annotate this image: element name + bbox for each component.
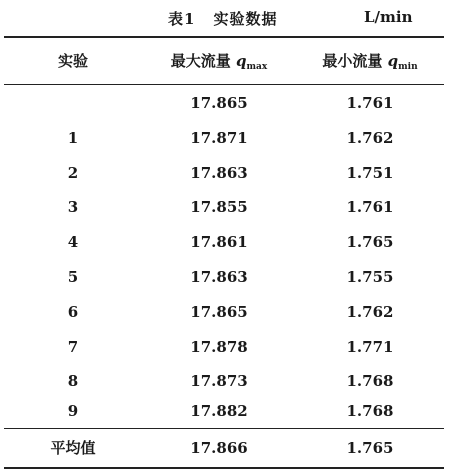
experiment-id: 5: [67, 268, 79, 286]
average-label: 平均值: [50, 439, 96, 457]
table-row: [4, 394, 444, 428]
header-max-subscript: max: [246, 62, 268, 72]
min-flow-value: 1.771: [346, 338, 394, 356]
min-flow-value: 1.765: [346, 233, 394, 251]
table-unit: L/min: [364, 8, 413, 26]
table-row: [4, 225, 444, 259]
header-rule: [4, 84, 444, 85]
table-row: [4, 260, 444, 294]
min-flow-value: 1.768: [346, 402, 394, 420]
average-rule: [4, 428, 444, 429]
average-max-flow: 17.866: [190, 439, 248, 457]
max-flow-value: 17.865: [190, 303, 248, 321]
header-row: [4, 38, 444, 72]
table-title: [168, 8, 277, 29]
min-flow-value: 1.762: [346, 303, 394, 321]
experiment-id: 7: [67, 338, 79, 356]
max-flow-value: 17.863: [190, 268, 248, 286]
min-flow-value: 1.768: [346, 372, 394, 390]
header-max-flow: [154, 38, 284, 84]
header-min-symbol: q: [387, 52, 399, 70]
max-flow-value: 17.882: [190, 402, 248, 420]
table-row: [4, 364, 444, 398]
min-flow-value: 1.755: [346, 268, 394, 286]
max-flow-value: 17.871: [190, 129, 248, 147]
min-flow-value: 1.751: [346, 164, 394, 182]
table-row: [4, 86, 444, 120]
experiment-id: 6: [67, 303, 79, 321]
table-caption: [0, 0, 450, 30]
table-row: [4, 121, 444, 155]
experiment-id: 2: [67, 164, 79, 182]
experiment-id: 9: [67, 402, 79, 420]
max-flow-value: 17.855: [190, 198, 248, 216]
average-min-flow: 1.765: [346, 439, 394, 457]
table-row: [4, 190, 444, 224]
max-flow-value: 17.878: [190, 338, 248, 356]
bottom-rule: [4, 467, 444, 469]
header-max-symbol: q: [236, 52, 247, 70]
max-flow-value: 17.865: [190, 94, 248, 112]
header-min-label: 最小流量: [322, 52, 383, 70]
table-title-text: 实验数据: [213, 10, 278, 28]
experiment-id: 8: [67, 372, 79, 390]
max-flow-value: 17.873: [190, 372, 248, 390]
table-row: [4, 156, 444, 190]
header-min-flow: [300, 38, 440, 84]
experiment-id: 3: [67, 198, 79, 216]
min-flow-value: 1.762: [346, 129, 394, 147]
experiment-id: [18, 86, 128, 120]
max-flow-value: 17.863: [190, 164, 248, 182]
experiment-id: 1: [67, 129, 79, 147]
min-flow-value: 1.761: [346, 94, 394, 112]
max-flow-value: 17.861: [190, 233, 248, 251]
table-number: 表1: [168, 10, 196, 28]
header-experiment: 实验: [57, 52, 88, 70]
table-row: [4, 295, 444, 329]
average-row: [4, 431, 444, 465]
header-max-label: 最大流量: [170, 52, 231, 70]
min-flow-value: 1.761: [346, 198, 394, 216]
table-row: [4, 330, 444, 364]
experiment-id: 4: [67, 233, 79, 251]
header-min-subscript: min: [398, 62, 418, 72]
